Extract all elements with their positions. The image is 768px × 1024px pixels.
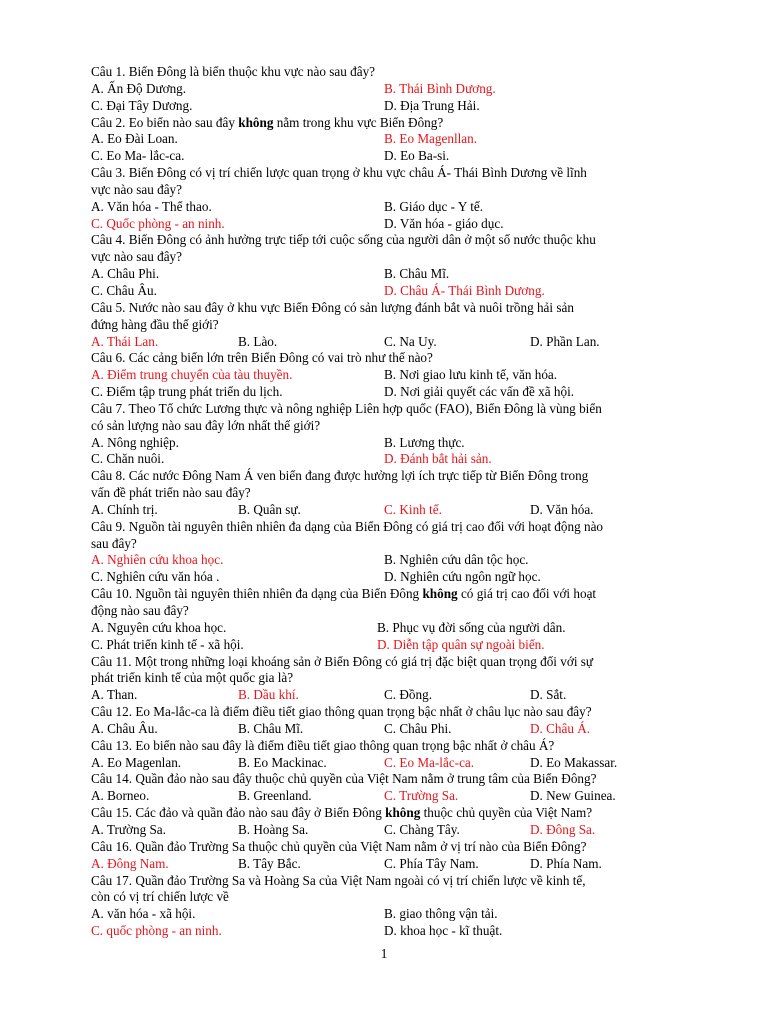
option-d-correct: D. Diễn tập quân sự ngoài biển. [377,636,545,652]
option-a: A. Châu Âu. [91,720,158,736]
option-d: D. Văn hóa - giáo dục. [384,215,504,231]
option-b-correct: B. Thái Bình Dương. [384,80,496,96]
option-a: A. văn hóa - xã hội. [91,906,196,922]
question-11 [91,654,711,705]
option-c: C. Na Uy. [384,333,437,349]
option-row [91,569,711,586]
question-stem-line: động nào sau đây? [91,603,189,618]
question-4 [91,232,711,299]
option-b: B. Eo Mackinac. [238,754,327,770]
option-d: D. Sắt. [530,687,567,703]
option-b-correct: B. Dầu khí. [238,687,299,703]
option-a: A. Eo Đài Loan. [91,131,178,147]
option-row [91,822,711,839]
question-stem-line: phát triển kinh tế của một quốc gia là? [91,670,294,686]
question-stem-line: vấn đề phát triển nào sau đây? [91,485,251,501]
option-c: C. Phía Tây Nam. [384,855,479,871]
question-17 [91,873,711,940]
option-b: B. Giáo dục - Y tế. [384,198,484,214]
option-c: C. Đồng. [384,687,432,703]
option-d: D. Địa Trung Hải. [384,97,480,113]
option-c: C. Nghiên cứu văn hóa . [91,569,220,585]
option-d-correct: D. Đánh bắt hải sản. [384,451,492,467]
option-row [91,334,711,351]
option-row [91,687,711,704]
question-13 [91,738,711,772]
question-stem-line: Câu 5. Nước nào sau đây ở khu vực Biển Đông có sản lượng đánh bắt và nuôi trồng hải sản [91,299,574,315]
question-3 [91,165,711,232]
question-stem-line: đứng hàng đầu thế giới? [91,316,219,332]
question-10 [91,586,711,653]
option-c-correct: C. Trường Sa. [384,788,459,804]
option-a: A. Văn hóa - Thể thao. [91,198,212,214]
question-12 [91,704,711,738]
question-stem-line: còn có vị trí chiến lược về [91,889,229,905]
option-a-correct: A. Đông Nam. [91,855,169,871]
option-c-correct: C. Quốc phòng - an ninh. [91,215,225,231]
option-a: A. Chính trị. [91,501,158,517]
question-stem-line: Câu 6. Các cảng biển lớn trên Biển Đông có vai trò như thế nào? [91,350,433,366]
option-c: C. Eo Ma- lắc-ca. [91,148,185,164]
option-row [91,451,711,468]
option-b: B. Greenland. [238,788,312,804]
option-d: D. Phần Lan. [530,333,600,349]
option-d: D. New Guinea. [530,788,616,804]
option-d-correct: D. Đông Sa. [530,821,596,837]
question-1 [91,64,711,115]
option-row [91,199,711,216]
option-b: B. Tây Bắc. [238,855,301,871]
question-16 [91,839,711,873]
option-a: A. Nguyên cứu khoa học. [91,619,227,635]
question-stem-line: Câu 10. Nguồn tài nguyên thiên nhiên đa dạng của Biển Đông không có giá trị cao đối với hoạt [91,586,597,602]
option-c-correct: C. Kinh tế. [384,501,442,517]
option-d: D. Nơi giải quyết các vấn đề xã hội. [384,384,575,400]
option-row [91,755,711,772]
option-b: B. Quân sự. [238,501,301,517]
option-a: A. Châu Phi. [91,266,160,282]
option-b-correct: B. Eo Magenllan. [384,131,478,147]
question-stem-line: Câu 11. Một trong những loại khoáng sản ở Biển Đông có giá trị đặc biệt quan trọng đối với sự [91,653,594,669]
option-b: B. Nghiên cứu dân tộc học. [384,552,529,568]
option-row [91,502,711,519]
option-d: D. Eo Ba-si. [384,148,450,164]
option-row [91,148,711,165]
option-b: B. giao thông vận tải. [384,906,498,922]
question-stem-line: Câu 14. Quần đảo nào sau đây thuộc chủ quyền của Việt Nam nằm ở trung tâm của Biển Đông? [91,771,597,787]
option-a-correct: A. Thái Lan. [91,333,159,349]
option-c: C. Chàng Tây. [384,821,460,837]
option-row [91,721,711,738]
option-c-correct: C. quốc phòng - an ninh. [91,923,222,939]
option-a: A. Borneo. [91,788,150,804]
option-row [91,131,711,148]
option-row [91,620,711,637]
option-b: B. Châu Mĩ. [384,266,450,282]
option-a: A. Than. [91,687,138,703]
question-15 [91,805,711,839]
option-d: D. Phía Nam. [530,855,602,871]
option-a: A. Ấn Độ Dương. [91,80,187,96]
option-d: D. Eo Makassar. [530,754,618,770]
question-8 [91,468,711,519]
question-6 [91,350,711,401]
question-stem-line: Câu 13. Eo biển nào sau đây là điểm điều tiết giao thông quan trọng bậc nhất ở châu Á? [91,737,555,753]
question-stem-line: Câu 8. Các nước Đông Nam Á ven biển đang được hưởng lợi ích trực tiếp từ Biển Đông trong [91,468,589,484]
question-stem-line: Câu 2. Eo biển nào sau đây không nằm trong khu vực Biển Đông? [91,114,444,130]
option-d: D. Nghiên cứu ngôn ngữ học. [384,569,541,585]
option-d-correct: D. Châu Á. [530,720,591,736]
question-stem-line: Câu 3. Biển Đông có vị trí chiến lược quan trọng ở khu vực châu Á- Thái Bình Dương về lĩnh [91,165,587,181]
option-c: C. Châu Phi. [384,720,452,736]
option-row [91,906,711,923]
option-row [91,384,711,401]
option-b: B. Lào. [238,333,278,349]
question-stem-line: vực nào sau đây? [91,181,182,197]
question-stem-line: Câu 9. Nguồn tài nguyên thiên nhiên đa dạng của Biển Đông có giá trị cao đối với hoạt động nào [91,518,604,534]
option-c: C. Phát triển kinh tế - xã hội. [91,636,244,652]
option-row [91,788,711,805]
question-2 [91,115,711,166]
option-row [91,552,711,569]
option-b: B. Lương thực. [384,434,465,450]
option-b: B. Châu Mĩ. [238,720,304,736]
option-row [91,266,711,283]
option-row [91,856,711,873]
page-number: 1 [380,946,388,961]
question-stem-line: có sản lượng nào sau đây lớn nhất thế giới? [91,417,321,433]
question-7 [91,401,711,468]
option-a-correct: A. Điểm trung chuyển của tàu thuyền. [91,367,293,383]
option-row [91,637,711,654]
question-stem-line: vực nào sau đây? [91,249,182,265]
option-d: D. khoa học - kĩ thuật. [384,923,503,939]
option-b: B. Nơi giao lưu kinh tế, văn hóa. [384,367,558,383]
option-c: C. Chăn nuôi. [91,451,165,467]
option-c: C. Châu Âu. [91,282,157,298]
question-14 [91,771,711,805]
option-row [91,435,711,452]
option-row [91,216,711,233]
question-stem-line: Câu 15. Các đảo và quần đảo nào sau đây ở Biển Đông không thuộc chủ quyền của Việt Nam? [91,805,593,821]
option-a: A. Trường Sa. [91,821,166,837]
option-row [91,98,711,115]
question-stem-line: sau đây? [91,535,137,551]
option-d-correct: D. Châu Á- Thái Bình Dương. [384,282,545,298]
option-a-correct: A. Nghiên cứu khoa học. [91,552,224,568]
option-c: C. Điểm tập trung phát triển du lịch. [91,384,283,400]
question-stem-line: Câu 1. Biển Đông là biển thuộc khu vực nào sau đây? [91,64,376,79]
option-b: B. Hoàng Sa. [238,821,309,837]
option-row [91,283,711,300]
option-c-correct: C. Eo Ma-lắc-ca. [384,754,475,770]
option-b: B. Phục vụ đời sống của người dân. [377,619,566,635]
option-row [91,923,711,940]
question-list [91,64,711,940]
option-c: C. Đại Tây Dương. [91,97,193,113]
question-stem-line: Câu 7. Theo Tổ chức Lương thực và nông nghiệp Liên hợp quốc (FAO), Biển Đông là vùng biển [91,400,602,416]
question-stem-line: Câu 17. Quần đảo Trường Sa và Hoàng Sa của Việt Nam ngoài có vị trí chiến lược về kinh tế, [91,872,586,888]
question-5 [91,300,711,351]
question-stem-line: Câu 4. Biển Đông có ảnh hưởng trực tiếp tới cuộc sống của người dân ở một số nước thuộc khu [91,232,596,248]
question-stem-line: Câu 12. Eo Ma-lắc-ca là điểm điều tiết giao thông quan trọng bậc nhất ở châu lục nào sau đây? [91,704,592,720]
option-row [91,81,711,98]
option-a: A. Nông nghiệp. [91,434,179,450]
option-row [91,367,711,384]
option-d: D. Văn hóa. [530,501,594,517]
question-9 [91,519,711,586]
question-stem-line: Câu 16. Quần đảo Trường Sa thuộc chủ quyền của Việt Nam nằm ở vị trí nào của Biển Đông? [91,838,587,854]
option-a: A. Eo Magenlan. [91,754,182,770]
